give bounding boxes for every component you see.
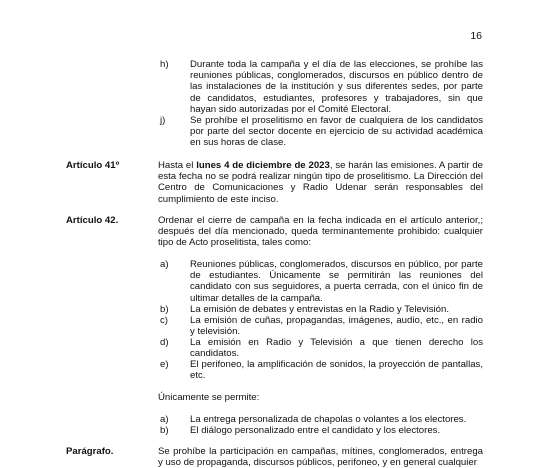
permit-intro: Únicamente se permite: [158,392,260,403]
list-item-text: La emisión de cuñas, propagandas, imágenes, audio, etc., en radio y televisión. [190,315,483,338]
list-marker: j) [160,115,166,126]
list-item-text: Durante toda la campaña y el día de las elecciones, se prohíbe las reuniones públicas, conglomerados, discursos en público dentro de las instalaciones de la institución y sus diferentes sedes, por parte de candidatos, estudiantes, profesores y trabajadores, sin que hayan sido autorizadas por el Comité Electoral. [190,59,483,115]
article-41-label: Artículo 41º [66,160,120,171]
list-item-text: Reuniones públicas, conglomerados, discursos en público, por parte de estudiantes. Únicamente se permitirán las reuniones del candidato con sus seguidores, a puerta cerrada, con el único fin de ultimar detalles de la campaña. [190,259,483,304]
list-item-text: Se prohíbe el proselitismo en favor de cualquiera de los candidatos por parte del sector docente en ejercicio de su actividad académica en sus horas de clase. [190,115,483,149]
list-marker: h) [160,59,169,70]
list-marker: d) [160,337,169,348]
article-41-text: Hasta el lunes 4 de diciembre de 2023, se harán las emisiones. A partir de esta fecha no se podrá realizar ningún tipo de proselitismo. La Dirección del Centro de Comunicaciones y Radio Udenar serán responsables del cumplimiento de este inciso. [158,160,483,205]
list-marker: b) [160,425,169,436]
list-marker: a) [160,414,169,425]
list-marker: b) [160,304,169,315]
list-item-text: La emisión en Radio y Televisión a que tienen derecho los candidatos. [190,337,483,360]
list-item-text: El diálogo personalizado entre el candidato y los electores. [190,425,441,436]
article-42-intro: Ordenar el cierre de campaña en la fecha indicada en el artículo anterior,; después del día mencionado, queda terminantemente prohibido: cualquier tipo de Acto proselitista, tales como: [158,215,483,249]
list-marker: e) [160,359,169,370]
list-marker: c) [160,315,168,326]
list-marker: a) [160,259,169,270]
list-item-text: El perifoneo, la amplificación de sonidos, la proyección de pantallas, etc. [190,359,483,382]
page-number: 16 [470,30,482,42]
list-item-text: La entrega personalizada de chapolas o volantes a los electores. [190,414,467,425]
list-item-text: La emisión de debates y entrevistas en la Radio y Televisión. [190,304,450,315]
paragrafo-text: Se prohíbe la participación en campañas, mítines, conglomerados, entrega y uso de propaganda, discursos públicos, perifoneo, y en general cualquier [158,446,483,468]
article-42-label: Artículo 42. [66,215,119,226]
paragrafo-label: Parágrafo. [66,446,114,457]
